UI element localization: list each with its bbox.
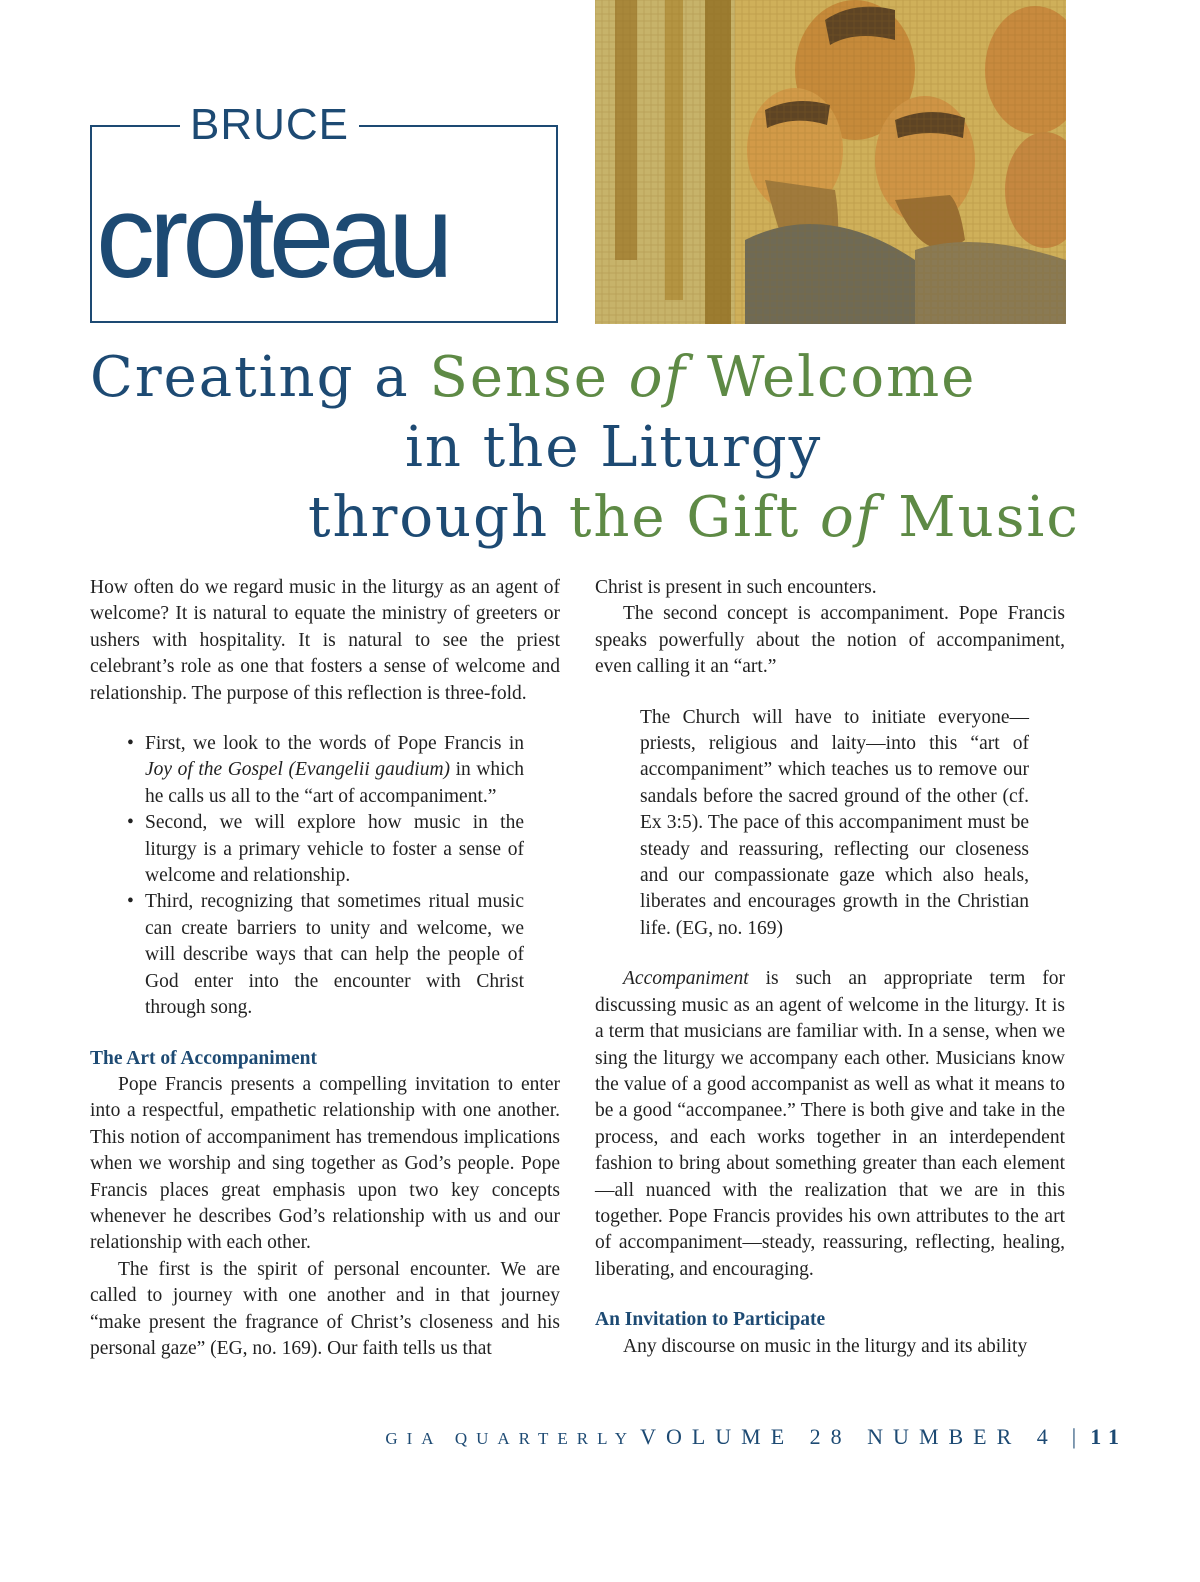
emphasis-term: Accompaniment bbox=[623, 968, 749, 990]
title-part: the Gift bbox=[568, 485, 821, 550]
author-box bbox=[90, 100, 558, 323]
body-paragraph: The first is the spirit of personal encounter. We are called to journey with one another and in that journey “make present the fragrance of Christ’s closeness and his personal gaze” (EG, no. 169). Our faith tells us that bbox=[90, 1258, 560, 1359]
page-number: 11 bbox=[1090, 1424, 1127, 1449]
bullet-text: Second, we will explore how music in the liturgy is a primary vehicle to foster a sense of welcome and relationship. bbox=[145, 812, 524, 887]
title-line-2: in the Liturgy bbox=[405, 415, 823, 480]
section-heading: An Invitation to Participate bbox=[595, 1309, 826, 1331]
bullet-text: in which he calls us all to the “art of accompaniment.” bbox=[145, 759, 524, 807]
publication-name: GIA QUARTERLY bbox=[385, 1429, 637, 1448]
bullet-icon: • bbox=[127, 812, 134, 834]
section-heading: The Art of Accompaniment bbox=[90, 1047, 317, 1069]
mosaic-illustration bbox=[595, 0, 1066, 324]
title-line-1 bbox=[90, 345, 976, 411]
book-title: Joy of the Gospel (Evangelii gaudium) bbox=[145, 759, 451, 781]
title-part: of bbox=[820, 485, 879, 550]
bullet-icon: • bbox=[127, 733, 134, 755]
body-paragraph bbox=[595, 966, 1065, 1283]
title-part: Sense bbox=[429, 345, 629, 410]
bullet-text: Third, recognizing that sometimes ritual music can create barriers to unity and welcome, we will describe ways that can help the people of God enter into the encounter with Christ through song. bbox=[145, 891, 524, 1019]
author-first-name: BRUCE bbox=[180, 97, 359, 153]
bullet-item bbox=[127, 889, 524, 1021]
bullet-icon: • bbox=[127, 891, 134, 913]
block-quote: The Church will have to initiate everyone—priests, religious and laity—into this “art of accompaniment” which teaches us to remove our sandals before the sacred ground of the other (cf. Ex 3:5). The pace of this accompaniment must be steady and reassuring, reflecting our closeness and our compassionate gaze which also heals, liberates and encourages growth in the Christian life. (EG, no. 169) bbox=[640, 706, 1029, 939]
bullet-item bbox=[127, 810, 524, 889]
title-line-3 bbox=[308, 485, 1080, 551]
right-column bbox=[595, 575, 1065, 1360]
volume-number: VOLUME 28 NUMBER 4 bbox=[640, 1424, 1058, 1449]
bullet-text: First, we look to the words of Pope Francis in bbox=[145, 733, 524, 755]
title-part: of bbox=[628, 345, 688, 410]
page-footer bbox=[385, 1424, 1127, 1450]
bullet-list bbox=[90, 731, 560, 1021]
title-part: Welcome bbox=[687, 345, 977, 410]
title-part: Music bbox=[878, 485, 1080, 550]
intro-paragraph: How often do we regard music in the liturgy as an agent of welcome? It is natural to equate the ministry of greeters or ushers with hospitality. It is natural to see the priest celebrant’s role as one that fosters a sense of welcome and relationship. The purpose of this reflection is three-fold. bbox=[90, 577, 560, 704]
bullet-item bbox=[127, 731, 524, 810]
body-paragraph: Pope Francis presents a compelling invitation to enter into a respectful, empathetic relationship with one another. This notion of accompaniment has tremendous implications when we worship and sing together as God’s people. Pope Francis places great emphasis upon two key concepts whenever he describes God’s relationship with us and our relationship with each other. bbox=[90, 1073, 560, 1254]
body-paragraph: Christ is present in such encounters. bbox=[595, 577, 877, 598]
body-paragraph: Any discourse on music in the liturgy and its ability bbox=[623, 1335, 1028, 1357]
footer-separator: | bbox=[1071, 1424, 1077, 1449]
author-last-name: croteau bbox=[96, 171, 448, 303]
left-column bbox=[90, 575, 560, 1362]
body-paragraph: The second concept is accompaniment. Pope Francis speaks powerfully about the notion of accompaniment, even calling it an “art.” bbox=[595, 603, 1065, 678]
paragraph-text: is such an appropriate term for discussing music as an agent of welcome in the liturgy. It is a term that musicians are familiar with. In a sense, when we sing the liturgy we accompany each other. Musicians know the value of a good accompanist as well as what it means to be a good “accompanee.” There is both give and take in the process, and each works together in an interdependent fashion to bring about something greater than each element—all nuanced with the realization that we are in this together. Pope Francis provides his own attributes to the art of accompaniment—steady, reassuring, reflecting, healing, liberating, and encouraging. bbox=[595, 968, 1065, 1280]
title-part: Creating a bbox=[90, 345, 430, 410]
title-part: through bbox=[308, 485, 569, 550]
